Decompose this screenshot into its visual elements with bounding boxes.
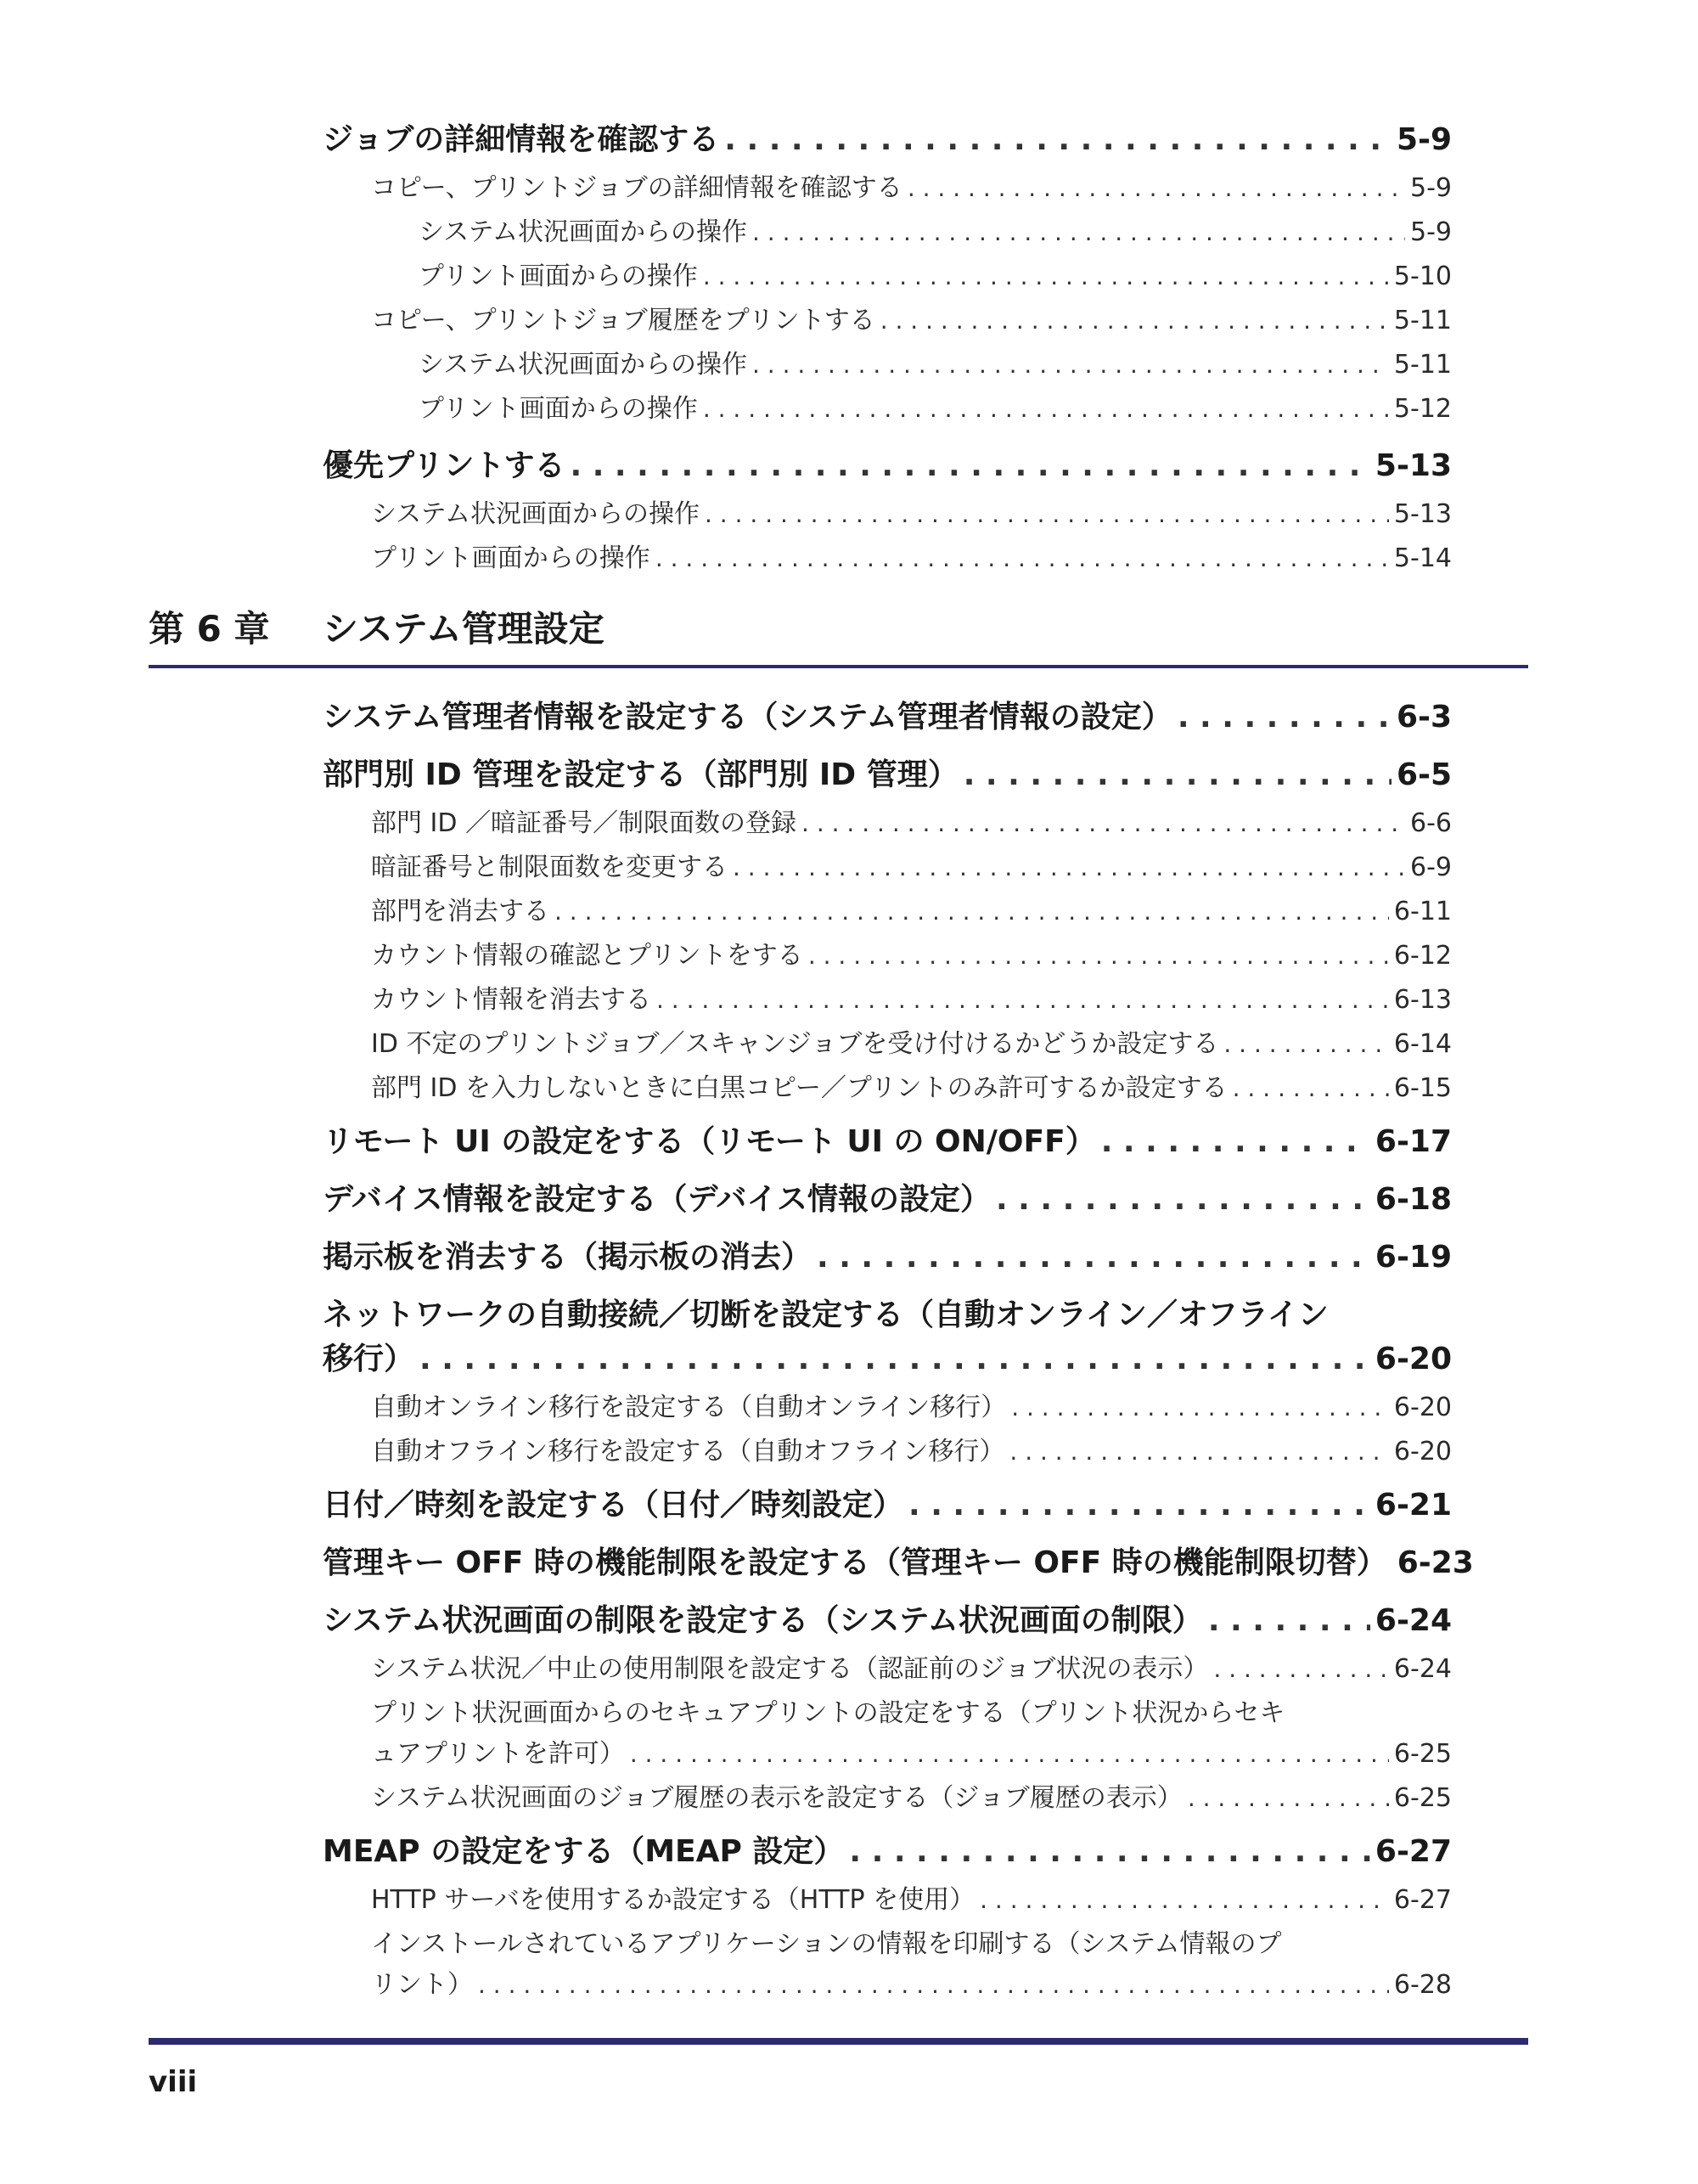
toc-entry-title-line: ネットワークの自動接続／切断を設定する（自動オンライン／オフライン xyxy=(323,1297,1329,1332)
toc-entry[interactable] xyxy=(371,1386,1452,1423)
toc-page-number: 6-28 xyxy=(1393,1970,1452,2000)
toc-entry[interactable] xyxy=(371,1963,1452,2001)
toc-leader xyxy=(478,1971,1389,1999)
toc-leader xyxy=(908,174,1405,202)
toc-page-number: 6-21 xyxy=(1375,1488,1452,1523)
toc-entry[interactable] xyxy=(371,1067,1452,1104)
toc-entry[interactable] xyxy=(323,1539,1474,1582)
toc-page-number: 5-13 xyxy=(1375,448,1452,483)
toc-page-number: 6-17 xyxy=(1375,1124,1452,1159)
toc-entry-title: 部門 ID ／暗証番号／制限面数の登録 xyxy=(371,808,797,838)
toc-entry[interactable] xyxy=(371,978,1452,1016)
toc-page-number: 5-10 xyxy=(1393,262,1452,291)
toc-entry[interactable] xyxy=(371,1776,1452,1814)
toc-entry[interactable] xyxy=(419,211,1452,248)
toc-leader xyxy=(703,262,1389,290)
toc-entry-title-line: インストールされているアプリケーションの情報を印刷する（システム情報のプ xyxy=(371,1929,1282,1959)
toc-page-number: 6-14 xyxy=(1393,1029,1452,1059)
toc-entry-title: デバイス情報を設定する（デバイス情報の設定） xyxy=(323,1182,991,1217)
toc-leader xyxy=(880,307,1389,335)
toc-leader xyxy=(656,986,1389,1014)
toc-entry[interactable] xyxy=(371,1430,1452,1467)
toc-leader xyxy=(808,942,1389,970)
toc-entry-title: カウント情報の確認とプリントをする xyxy=(371,941,803,971)
toc-entry-title: リント） xyxy=(371,1970,473,2000)
toc-entry-title: ジョブの詳細情報を確認する xyxy=(323,122,720,157)
toc-entry[interactable] xyxy=(371,890,1452,927)
toc-page-number: 6-27 xyxy=(1393,1885,1452,1915)
toc-entry-title: 暗証番号と制限面数を変更する xyxy=(371,853,728,882)
toc-leader xyxy=(752,218,1405,246)
toc-leader xyxy=(705,500,1389,528)
toc-entry[interactable] xyxy=(371,1732,1452,1770)
toc-entry-title: プリント画面からの操作 xyxy=(419,262,698,291)
toc-leader xyxy=(980,1886,1389,1914)
toc-entry-title: 部門別 ID 管理を設定する（部門別 ID 管理） xyxy=(323,757,959,792)
toc-entry[interactable] xyxy=(323,1175,1452,1219)
toc-entry-title: システム状況画面からの操作 xyxy=(419,217,747,247)
toc-leader xyxy=(703,395,1389,423)
toc-entry[interactable] xyxy=(371,166,1452,204)
toc-leader xyxy=(752,351,1389,379)
toc-page-number: 6-12 xyxy=(1393,941,1452,971)
toc-page-number: 6-9 xyxy=(1410,853,1452,882)
toc-page-number: 6-3 xyxy=(1396,700,1452,735)
toc-leader xyxy=(817,1240,1370,1275)
toc-entry-title: ュアプリントを許可） xyxy=(371,1739,625,1769)
toc-entry-title: 掲示板を消去する（掲示板の消去） xyxy=(323,1240,812,1275)
toc-leader xyxy=(996,1182,1370,1217)
chapter-rule xyxy=(149,665,1528,668)
toc-page-number: 6-15 xyxy=(1393,1073,1452,1103)
toc-page-number: 5-11 xyxy=(1393,306,1452,335)
toc-entry-title: 移行） xyxy=(323,1342,415,1376)
toc-entry-title: カウント情報を消去する xyxy=(371,985,651,1015)
toc-entry-title: 部門 ID を入力しないときに白黒コピー／プリントのみ許可するか設定する xyxy=(371,1073,1228,1103)
chapter-title: システム管理設定 xyxy=(323,608,604,650)
toc-leader xyxy=(1223,1030,1389,1058)
toc-entry[interactable] xyxy=(371,934,1452,971)
toc-leader xyxy=(1213,1655,1389,1683)
toc-entry-title: プリント画面からの操作 xyxy=(371,543,650,573)
toc-entry[interactable] xyxy=(323,751,1452,794)
toc-entry-title: プリント画面からの操作 xyxy=(419,394,698,424)
toc-page-number: 5-9 xyxy=(1410,173,1452,203)
page-number: viii xyxy=(149,2065,198,2099)
toc-page-number: 6-18 xyxy=(1375,1182,1452,1217)
toc-entry[interactable] xyxy=(323,1827,1452,1871)
toc-page-number: 6-6 xyxy=(1410,808,1452,838)
toc-leader xyxy=(655,544,1389,572)
toc-leader xyxy=(733,853,1405,881)
toc-entry-title: システム状況画面からの操作 xyxy=(371,499,700,529)
toc-entry-title: コピー、プリントジョブ履歴をプリントする xyxy=(371,306,875,335)
toc-entry[interactable] xyxy=(323,442,1452,485)
toc-entry[interactable] xyxy=(323,693,1452,736)
toc-entry-title: 自動オフライン移行を設定する（自動オフライン移行） xyxy=(371,1437,1005,1466)
toc-entry-title: MEAP の設定をする（MEAP 設定） xyxy=(323,1834,845,1869)
toc-entry-title: コピー、プリントジョブの詳細情報を確認する xyxy=(371,173,902,203)
toc-entry[interactable] xyxy=(323,1335,1452,1378)
toc-leader xyxy=(908,1488,1370,1523)
toc-page-number: 6-20 xyxy=(1393,1393,1452,1422)
toc-page-number: 6-11 xyxy=(1393,897,1452,926)
toc-leader xyxy=(724,122,1392,157)
toc-entry-title: 部門を消去する xyxy=(371,897,549,926)
toc-page-number: 6-24 xyxy=(1393,1654,1452,1684)
toc-page-number: 5-9 xyxy=(1396,122,1452,157)
toc-entry[interactable] xyxy=(323,1596,1452,1640)
toc-page-number: 6-25 xyxy=(1393,1739,1452,1769)
toc-entry-title: 管理キー OFF 時の機能制限を設定する（管理キー OFF 時の機能制限切替） xyxy=(323,1545,1387,1580)
toc-leader xyxy=(801,809,1405,837)
toc-page-number: 5-14 xyxy=(1393,543,1452,573)
toc-entry[interactable] xyxy=(323,1481,1452,1524)
toc-entry-title: HTTP サーバを使用するか設定する（HTTP を使用） xyxy=(371,1885,976,1915)
toc-page-number: 6-24 xyxy=(1375,1603,1452,1638)
footer-rule xyxy=(149,2038,1528,2045)
toc-leader xyxy=(1188,1784,1389,1812)
toc-leader xyxy=(1009,1438,1389,1466)
toc-leader xyxy=(1178,700,1392,735)
toc-leader xyxy=(419,1342,1370,1376)
toc-entry-title: システム状況画面の制限を設定する（システム状況画面の制限） xyxy=(323,1603,1203,1638)
toc-entry-title: システム状況画面からの操作 xyxy=(419,350,747,380)
toc-entry[interactable] xyxy=(371,537,1452,574)
toc-entry[interactable] xyxy=(371,1647,1452,1685)
toc-leader xyxy=(570,448,1369,483)
toc-entry-title: システム管理者情報を設定する（システム管理者情報の設定） xyxy=(323,700,1172,735)
toc-page-number: 6-20 xyxy=(1393,1437,1452,1466)
toc-entry-title: 自動オンライン移行を設定する（自動オンライン移行） xyxy=(371,1393,1007,1422)
toc-leader xyxy=(1233,1074,1389,1102)
toc-entry[interactable] xyxy=(371,493,1452,530)
toc-entry-title: リモート UI の設定をする（リモート UI の ON/OFF） xyxy=(323,1124,1096,1159)
toc-page-number: 5-11 xyxy=(1393,350,1452,380)
toc-leader xyxy=(1208,1603,1370,1638)
toc-leader xyxy=(1011,1393,1389,1421)
toc-leader xyxy=(1101,1124,1370,1159)
toc-entry-title: 優先プリントする xyxy=(323,448,565,483)
toc-entry-title: システム状況／中止の使用制限を設定する（認証前のジョブ状況の表示） xyxy=(371,1654,1209,1684)
toc-entry-title-line: プリント状況画面からのセキュアプリントの設定をする（プリント状況からセキ xyxy=(371,1698,1285,1728)
toc-page-number: 6-27 xyxy=(1375,1834,1452,1869)
toc-entry-title: システム状況画面のジョブ履歴の表示を設定する（ジョブ履歴の表示） xyxy=(371,1783,1183,1813)
toc-entry[interactable] xyxy=(371,846,1452,883)
toc-entry[interactable] xyxy=(371,802,1452,839)
toc-entry[interactable] xyxy=(419,343,1452,380)
chapter-number: 第 6 章 xyxy=(149,608,270,650)
toc-page-number: 5-12 xyxy=(1393,394,1452,424)
toc-page-number: 6-13 xyxy=(1393,985,1452,1015)
toc-page-number: 6-5 xyxy=(1396,757,1452,792)
toc-entry[interactable] xyxy=(323,1233,1452,1276)
toc-page-number: 5-13 xyxy=(1393,499,1452,529)
toc-entry[interactable] xyxy=(419,387,1452,425)
toc-page-number: 6-25 xyxy=(1393,1783,1452,1813)
toc-leader xyxy=(554,898,1389,926)
toc-leader xyxy=(849,1834,1370,1869)
toc-entry[interactable] xyxy=(323,1117,1452,1161)
toc-leader xyxy=(630,1740,1389,1768)
toc-entry-title: 日付／時刻を設定する（日付／時刻設定） xyxy=(323,1488,904,1523)
toc-page-number: 6-20 xyxy=(1375,1342,1452,1376)
toc-entry[interactable] xyxy=(419,255,1452,292)
toc-entry[interactable] xyxy=(371,1878,1452,1916)
toc-entry[interactable] xyxy=(323,115,1452,159)
toc-page-number: 6-23 xyxy=(1397,1545,1474,1580)
toc-entry-title: ID 不定のプリントジョブ／スキャンジョブを受け付けるかどうか設定する xyxy=(371,1029,1219,1059)
toc-entry[interactable] xyxy=(371,299,1452,336)
toc-leader xyxy=(964,757,1392,792)
toc-entry[interactable] xyxy=(371,1022,1452,1060)
toc-page-number: 5-9 xyxy=(1410,217,1452,247)
toc-page-number: 6-19 xyxy=(1375,1240,1452,1275)
